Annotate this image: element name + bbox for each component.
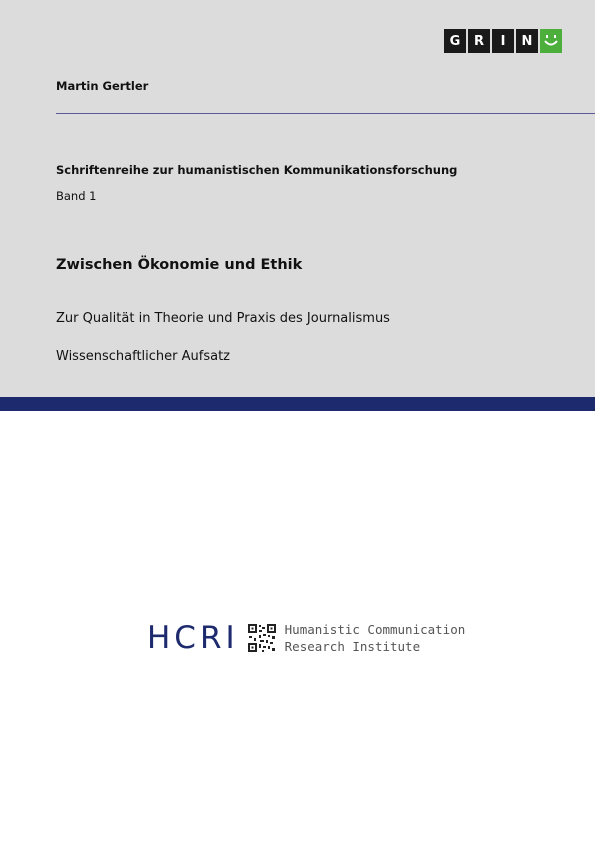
institute-name-line1: Humanistic Communication xyxy=(284,622,466,637)
grin-letter-n: N xyxy=(516,29,538,53)
document-subtitle: Zur Qualität in Theorie und Praxis des Journalismus xyxy=(56,311,390,326)
volume-label: Band 1 xyxy=(56,189,97,203)
grin-logo xyxy=(444,29,562,53)
institute-name xyxy=(285,621,466,655)
document-title: Zwischen Ökonomie und Ethik xyxy=(56,257,303,273)
institute-name-line2: Research Institute xyxy=(284,639,421,654)
grin-letter-g: G xyxy=(444,29,466,53)
institute-abbreviation: HCRI xyxy=(147,620,239,656)
cover-band xyxy=(0,397,595,411)
grin-letter-r: R xyxy=(468,29,490,53)
smiley-icon xyxy=(540,29,562,53)
qr-code-icon xyxy=(247,623,277,653)
grin-letter-i: I xyxy=(492,29,514,53)
author-name: Martin Gertler xyxy=(56,79,149,93)
institute-logo xyxy=(147,621,465,655)
series-title: Schriftenreihe zur humanistischen Kommunikationsforschung xyxy=(56,163,458,177)
divider-line xyxy=(56,113,595,114)
document-type: Wissenschaftlicher Aufsatz xyxy=(56,349,230,364)
